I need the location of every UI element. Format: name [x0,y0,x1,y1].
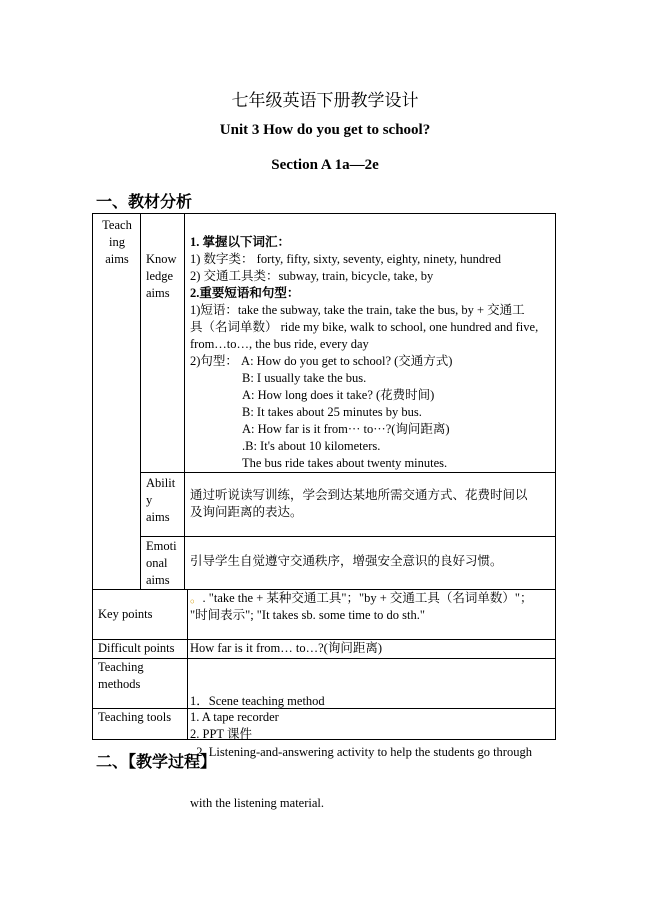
knowledge-aims-content: 1. 掌握以下词汇： 1) 数字类： forty, fifty, sixty, seventy, eighty, ninety, hundred 2) 交通工具类：subway, train, bicycle, take, by 2.重要短语和句型： 1)短语：take the subway, take the train, take the bus, by + 交通工 具（名词单数） ride my bike, walk to school, one hundred and five, from…to…, the bus ride, every day 2)句型： A: How do you get to school? (交通方式) B: I usually take the bus. A: How long does it take? (花费时间) B: It takes about 25 minutes by bus. A: How far is it from··· to···?(询问距离) .B: It's about 10 kilometers. The bus ride takes about twenty minutes. [190,235,539,470]
unit-title: Unit 3 How do you get to school? [219,122,431,138]
emotional-aims-label: Emoti onal aims [146,539,177,587]
key-points-label: Key points [98,607,153,621]
difficult-points-label: Difficult points [98,641,175,655]
key-points-content: 。. "take the + 某种交通工具"；"by + 交通工具（名词单数）"； "时间表示"; "It takes sb. some time to do sth." [190,591,533,622]
teaching-tools-label: Teaching tools [98,710,172,724]
teaching-aims-label: Teach ing aims [102,218,132,266]
section-title: Section A 1a—2e [271,157,379,173]
document-title: 七年级英语下册教学设计 [231,91,419,110]
key-points-marker: 。 [190,591,203,605]
teaching-tools-content: 1. A tape recorder 2. PPT 课件 [190,710,279,741]
difficult-points-content: How far is it from… to…?(询问距离) [190,641,382,655]
teaching-methods-label: Teaching methods [98,660,144,691]
section-heading-material-analysis: 一、教材分析 [96,192,193,211]
section-heading-teaching-process: 二、【教学过程】 [96,752,217,771]
teaching-methods-content: 1．Scene teaching method 2. Listening-and-answering activity to help the students go through with the listening material. [190,694,532,810]
knowledge-aims-label: Know ledge aims [146,252,177,300]
ability-aims-label: Abilit y aims [146,476,176,524]
emotional-aims-content: 引导学生自觉遵守交通秩序，增强安全意识的良好习惯。 [190,554,503,568]
ability-aims-content: 通过听说读写训练，学会到达某地所需交通方式、花费时间以 及询问距离的表达。 [190,488,528,519]
